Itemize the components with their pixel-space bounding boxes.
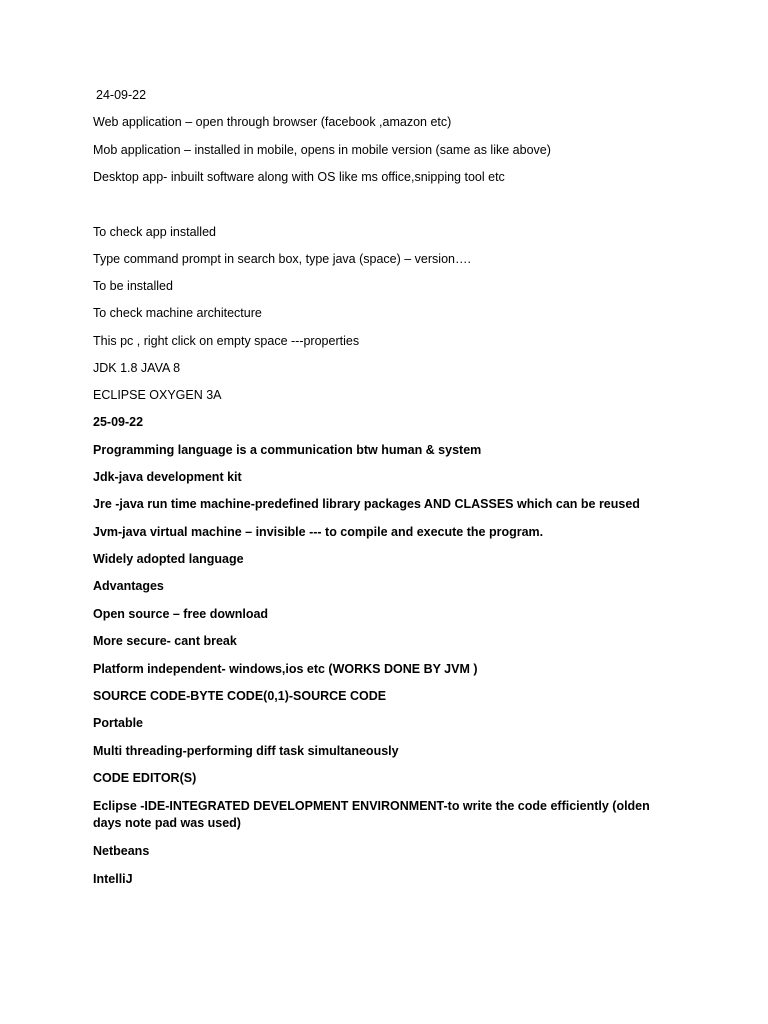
text-line: Mob application – installed in mobile, opens in mobile version (same as like above) xyxy=(93,143,551,157)
section-heading: Advantages xyxy=(93,579,164,593)
text-line: Jdk-java development kit xyxy=(93,470,242,484)
text-line: More secure- cant break xyxy=(93,634,237,648)
text-line: Jvm-java virtual machine – invisible --- to compile and execute the program. xyxy=(93,525,544,539)
section-heading: CODE EDITOR(S) xyxy=(93,771,197,785)
text-line: To check app installed xyxy=(93,225,216,239)
text-line: Desktop app- inbuilt software along with OS like ms office,snipping tool etc xyxy=(93,170,505,184)
text-line: Widely adopted language xyxy=(93,552,244,566)
text-line: Platform independent- windows,ios etc (WORKS DONE BY JVM ) xyxy=(93,662,478,676)
text-line: Open source – free download xyxy=(93,607,269,621)
text-line: This pc , right click on empty space ---properties xyxy=(93,334,360,348)
text-line: Jre -java run time machine-predefined library packages AND CLASSES which can be reused xyxy=(93,497,640,511)
text-line: JDK 1.8 JAVA 8 xyxy=(93,361,181,375)
text-line: To be installed xyxy=(93,279,173,293)
date-heading-2: 25-09-22 xyxy=(93,415,144,429)
text-line: ECLIPSE OXYGEN 3A xyxy=(93,388,222,402)
text-line: Web application – open through browser (facebook ,amazon etc) xyxy=(93,115,452,129)
text-line: Multi threading-performing diff task simultaneously xyxy=(93,744,399,758)
text-line: Type command prompt in search box, type java (space) – version…. xyxy=(93,252,471,266)
text-line: To check machine architecture xyxy=(93,306,262,320)
text-line: Netbeans xyxy=(93,844,150,858)
text-line: Portable xyxy=(93,716,144,730)
text-line: IntelliJ xyxy=(93,872,133,886)
text-line: Programming language is a communication btw human & system xyxy=(93,443,482,457)
text-line: Eclipse -IDE-INTEGRATED DEVELOPMENT ENVIRONMENT-to write the code efficiently (olden days note pad was used) xyxy=(93,799,650,830)
text-line: SOURCE CODE-BYTE CODE(0,1)-SOURCE CODE xyxy=(93,689,387,703)
date-heading-1: 24-09-22 xyxy=(96,88,147,102)
